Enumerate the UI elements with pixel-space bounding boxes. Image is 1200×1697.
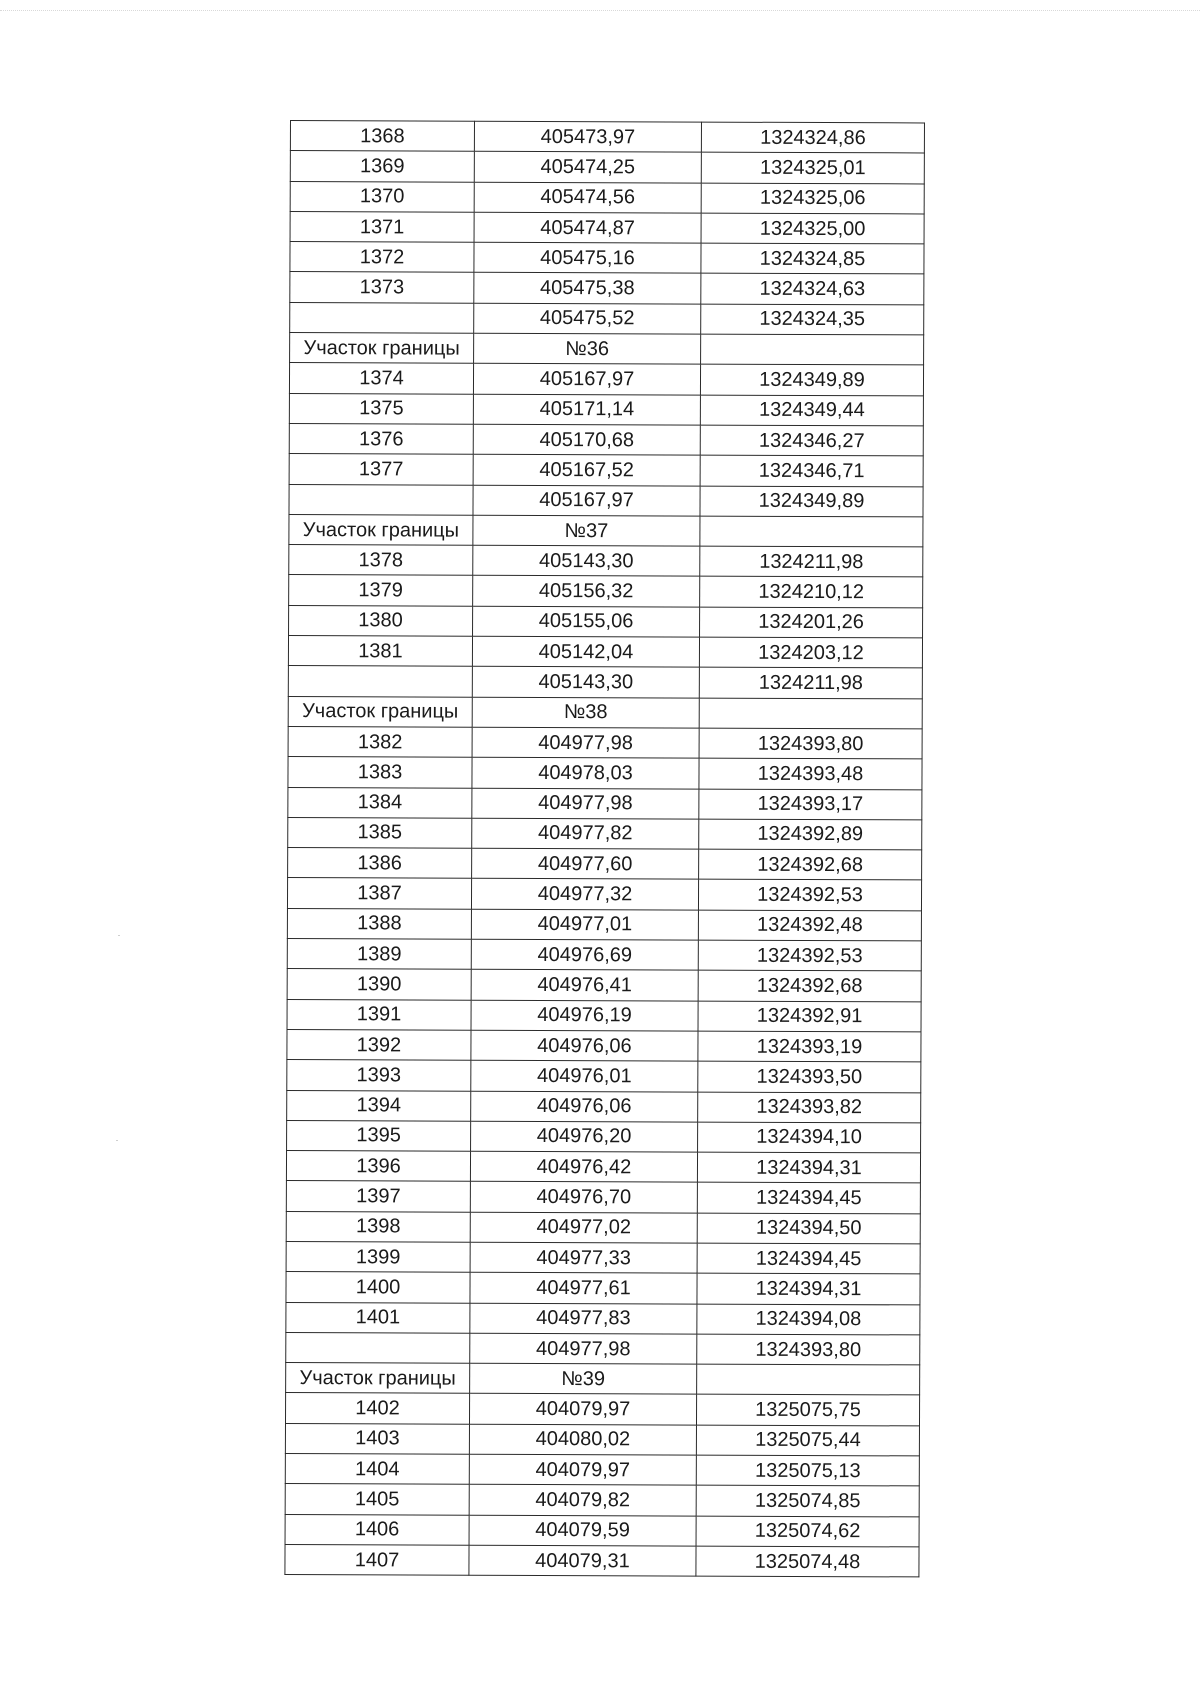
cell-x: 405475,38 xyxy=(474,273,701,304)
cell-x: 405143,30 xyxy=(473,545,700,576)
cell-point: 1399 xyxy=(286,1241,470,1272)
cell-y: 1324394,31 xyxy=(697,1152,920,1183)
cell-x: 404977,01 xyxy=(471,909,698,940)
cell-y: 1324394,45 xyxy=(697,1243,920,1274)
cell-point: 1376 xyxy=(289,423,473,454)
cell-point: 1374 xyxy=(289,363,473,394)
cell-x: 405167,97 xyxy=(473,364,700,395)
cell-point: 1402 xyxy=(285,1393,469,1424)
cell-x: 404978,03 xyxy=(472,757,699,788)
table-row xyxy=(285,1514,919,1547)
cell-x: 404977,83 xyxy=(470,1303,697,1334)
table-row xyxy=(289,393,923,426)
table-row xyxy=(289,454,923,487)
table-row xyxy=(288,636,922,669)
table-row xyxy=(288,666,922,699)
cell-y: 1324393,82 xyxy=(698,1092,921,1123)
cell-point: 1389 xyxy=(287,939,471,970)
cell-y xyxy=(701,334,924,365)
cell-y: 1324325,00 xyxy=(701,213,924,244)
table-row xyxy=(287,878,921,911)
cell-point xyxy=(289,484,473,515)
cell-y: 1324349,44 xyxy=(700,395,923,426)
cell-x: №37 xyxy=(473,515,700,546)
table-row xyxy=(290,302,924,335)
cell-x: 404977,82 xyxy=(472,818,699,849)
cell-x: 404976,01 xyxy=(471,1060,698,1091)
table-row xyxy=(289,514,923,547)
cell-y xyxy=(697,1364,920,1395)
cell-x: №36 xyxy=(474,333,701,364)
cell-y: 1324325,01 xyxy=(701,152,924,183)
table-row xyxy=(286,1302,920,1335)
cell-x: 404976,42 xyxy=(470,1151,697,1182)
cell-y: 1324392,91 xyxy=(698,1001,921,1032)
cell-point: 1398 xyxy=(286,1211,470,1242)
cell-y: 1325074,62 xyxy=(696,1516,919,1547)
cell-x: 404976,06 xyxy=(471,1030,698,1061)
cell-point: 1378 xyxy=(289,545,473,576)
cell-point: 1397 xyxy=(286,1181,470,1212)
table-row xyxy=(288,757,922,790)
cell-point: 1371 xyxy=(290,211,474,242)
table-row xyxy=(287,969,921,1002)
table-row xyxy=(288,696,922,729)
table-row xyxy=(289,605,923,638)
scan-speck xyxy=(116,1140,118,1141)
cell-y: 1324324,86 xyxy=(701,122,924,153)
cell-point: 1372 xyxy=(290,242,474,273)
cell-x: 404977,32 xyxy=(471,879,698,910)
cell-x: 404079,97 xyxy=(469,1454,696,1485)
cell-point: 1390 xyxy=(287,969,471,1000)
cell-point: 1407 xyxy=(285,1544,469,1575)
cell-y: 1324211,98 xyxy=(700,546,923,577)
cell-y: 1324392,53 xyxy=(698,940,921,971)
cell-point: 1406 xyxy=(285,1514,469,1545)
cell-point: 1383 xyxy=(288,757,472,788)
cell-y: 1324346,27 xyxy=(700,425,923,456)
table-row xyxy=(288,817,922,850)
cell-y: 1324392,68 xyxy=(698,970,921,1001)
cell-x: 404976,06 xyxy=(471,1091,698,1122)
cell-x: 404977,98 xyxy=(472,788,699,819)
table-row xyxy=(286,1272,920,1305)
cell-y: 1324349,89 xyxy=(700,364,923,395)
table-row xyxy=(290,242,924,275)
cell-point: 1401 xyxy=(286,1302,470,1333)
table-row xyxy=(286,1211,920,1244)
cell-x: 404977,98 xyxy=(472,727,699,758)
table-row xyxy=(290,181,924,214)
table-row xyxy=(288,726,922,759)
cell-y: 1324393,48 xyxy=(699,758,922,789)
cell-y: 1325074,85 xyxy=(696,1485,919,1516)
cell-x: 404079,82 xyxy=(469,1485,696,1516)
cell-y: 1324394,10 xyxy=(698,1122,921,1153)
cell-x: 404976,69 xyxy=(471,939,698,970)
cell-x: 404977,02 xyxy=(470,1212,697,1243)
cell-point: Участок границы xyxy=(288,696,472,727)
cell-x: 404977,33 xyxy=(470,1242,697,1273)
cell-point: 1403 xyxy=(285,1423,469,1454)
table-row xyxy=(287,1029,921,1062)
cell-point: 1375 xyxy=(289,393,473,424)
cell-x: 404079,97 xyxy=(469,1394,696,1425)
cell-x: 404080,02 xyxy=(469,1424,696,1455)
cell-x: 405474,56 xyxy=(474,182,701,213)
cell-x: 404976,41 xyxy=(471,970,698,1001)
cell-point: 1391 xyxy=(287,999,471,1030)
cell-y: 1324325,06 xyxy=(701,183,924,214)
table-row xyxy=(285,1484,919,1517)
table-row xyxy=(289,484,923,517)
cell-y: 1324211,98 xyxy=(699,667,922,698)
scan-edge-line xyxy=(0,10,1200,11)
cell-x: 405143,30 xyxy=(472,667,699,698)
cell-point: 1370 xyxy=(290,181,474,212)
cell-x: 405167,97 xyxy=(473,485,700,516)
table-row xyxy=(287,1120,921,1153)
cell-y: 1324393,19 xyxy=(698,1031,921,1062)
cell-x: 404976,19 xyxy=(471,1000,698,1031)
cell-point: 1368 xyxy=(290,121,474,152)
table-row xyxy=(285,1393,919,1426)
cell-y: 1324394,50 xyxy=(697,1213,920,1244)
cell-x: 404977,61 xyxy=(470,1272,697,1303)
cell-point: 1377 xyxy=(289,454,473,485)
cell-point: 1381 xyxy=(288,636,472,667)
cell-y: 1324324,35 xyxy=(701,304,924,335)
cell-y: 1324393,80 xyxy=(697,1334,920,1365)
table-row xyxy=(286,1363,920,1396)
cell-y: 1324203,12 xyxy=(699,637,922,668)
cell-y: 1325075,75 xyxy=(696,1395,919,1426)
cell-point: 1384 xyxy=(288,787,472,818)
table-row xyxy=(286,1241,920,1274)
table-row xyxy=(290,333,924,366)
cell-point: 1373 xyxy=(290,272,474,303)
coordinates-table xyxy=(284,120,925,1578)
table-row xyxy=(287,999,921,1032)
cell-y xyxy=(699,698,922,729)
cell-x: 404977,60 xyxy=(472,848,699,879)
cell-y xyxy=(700,516,923,547)
cell-y: 1324392,89 xyxy=(699,819,922,850)
cell-x: №38 xyxy=(472,697,699,728)
coordinates-table-body xyxy=(285,121,925,1578)
cell-y: 1324392,48 xyxy=(698,910,921,941)
table-row xyxy=(290,272,924,305)
cell-point xyxy=(290,302,474,333)
cell-x: 405171,14 xyxy=(473,394,700,425)
cell-x: 405475,16 xyxy=(474,242,701,273)
cell-point: 1388 xyxy=(287,908,471,939)
cell-y: 1325075,13 xyxy=(696,1455,919,1486)
cell-x: 404976,20 xyxy=(471,1121,698,1152)
cell-x: 405474,87 xyxy=(474,212,701,243)
cell-y: 1324392,53 xyxy=(698,879,921,910)
table-row xyxy=(289,363,923,396)
cell-point: 1404 xyxy=(285,1454,469,1485)
cell-point: 1380 xyxy=(289,605,473,636)
cell-x: 405156,32 xyxy=(473,576,700,607)
cell-y: 1324394,31 xyxy=(697,1273,920,1304)
cell-x: 404079,31 xyxy=(469,1545,696,1576)
table-row xyxy=(287,1060,921,1093)
cell-x: №39 xyxy=(470,1363,697,1394)
cell-y: 1324210,12 xyxy=(700,577,923,608)
cell-x: 405473,97 xyxy=(474,121,701,152)
cell-point: 1379 xyxy=(289,575,473,606)
cell-y: 1324393,80 xyxy=(699,728,922,759)
cell-point: 1382 xyxy=(288,726,472,757)
cell-point: Участок границы xyxy=(290,333,474,364)
table-row xyxy=(289,423,923,456)
cell-x: 404977,98 xyxy=(470,1333,697,1364)
cell-x: 405474,25 xyxy=(474,152,701,183)
table-row xyxy=(286,1151,920,1184)
cell-point: 1396 xyxy=(286,1151,470,1182)
scan-speck xyxy=(118,935,120,936)
cell-x: 405142,04 xyxy=(472,636,699,667)
cell-y: 1324392,68 xyxy=(699,849,922,880)
table-row xyxy=(285,1544,919,1577)
table-row xyxy=(288,787,922,820)
cell-point: 1395 xyxy=(287,1120,471,1151)
cell-x: 405155,06 xyxy=(473,606,700,637)
cell-point: 1387 xyxy=(287,878,471,909)
table-row xyxy=(285,1423,919,1456)
cell-y: 1325074,48 xyxy=(696,1546,919,1577)
table-row xyxy=(287,1090,921,1123)
cell-y: 1324393,50 xyxy=(698,1061,921,1092)
cell-point: Участок границы xyxy=(289,514,473,545)
table-row xyxy=(286,1332,920,1365)
cell-x: 404976,70 xyxy=(470,1182,697,1213)
table-row xyxy=(287,908,921,941)
cell-x: 405167,52 xyxy=(473,454,700,485)
cell-x: 405170,68 xyxy=(473,424,700,455)
table-row xyxy=(289,575,923,608)
cell-y: 1324201,26 xyxy=(700,607,923,638)
cell-point: 1385 xyxy=(288,817,472,848)
cell-point: 1386 xyxy=(288,848,472,879)
table-row xyxy=(290,121,924,154)
cell-y: 1324394,08 xyxy=(697,1304,920,1335)
cell-point: 1400 xyxy=(286,1272,470,1303)
cell-point: Участок границы xyxy=(286,1363,470,1394)
cell-y: 1324324,85 xyxy=(701,243,924,274)
cell-y: 1324346,71 xyxy=(700,455,923,486)
cell-point xyxy=(286,1332,470,1363)
table-row xyxy=(288,848,922,881)
cell-point: 1405 xyxy=(285,1484,469,1515)
cell-point: 1394 xyxy=(287,1090,471,1121)
cell-point: 1369 xyxy=(290,151,474,182)
table-row xyxy=(287,939,921,972)
cell-point xyxy=(288,666,472,697)
cell-y: 1324349,89 xyxy=(700,486,923,517)
cell-point: 1392 xyxy=(287,1029,471,1060)
table-row xyxy=(286,1181,920,1214)
cell-y: 1325075,44 xyxy=(696,1425,919,1456)
table-row xyxy=(285,1454,919,1487)
cell-y: 1324393,17 xyxy=(699,789,922,820)
table-row xyxy=(290,151,924,184)
cell-y: 1324324,63 xyxy=(701,274,924,305)
table-row xyxy=(290,211,924,244)
cell-x: 404079,59 xyxy=(469,1515,696,1546)
cell-x: 405475,52 xyxy=(474,303,701,334)
table-row xyxy=(289,545,923,578)
cell-y: 1324394,45 xyxy=(697,1182,920,1213)
cell-point: 1393 xyxy=(287,1060,471,1091)
